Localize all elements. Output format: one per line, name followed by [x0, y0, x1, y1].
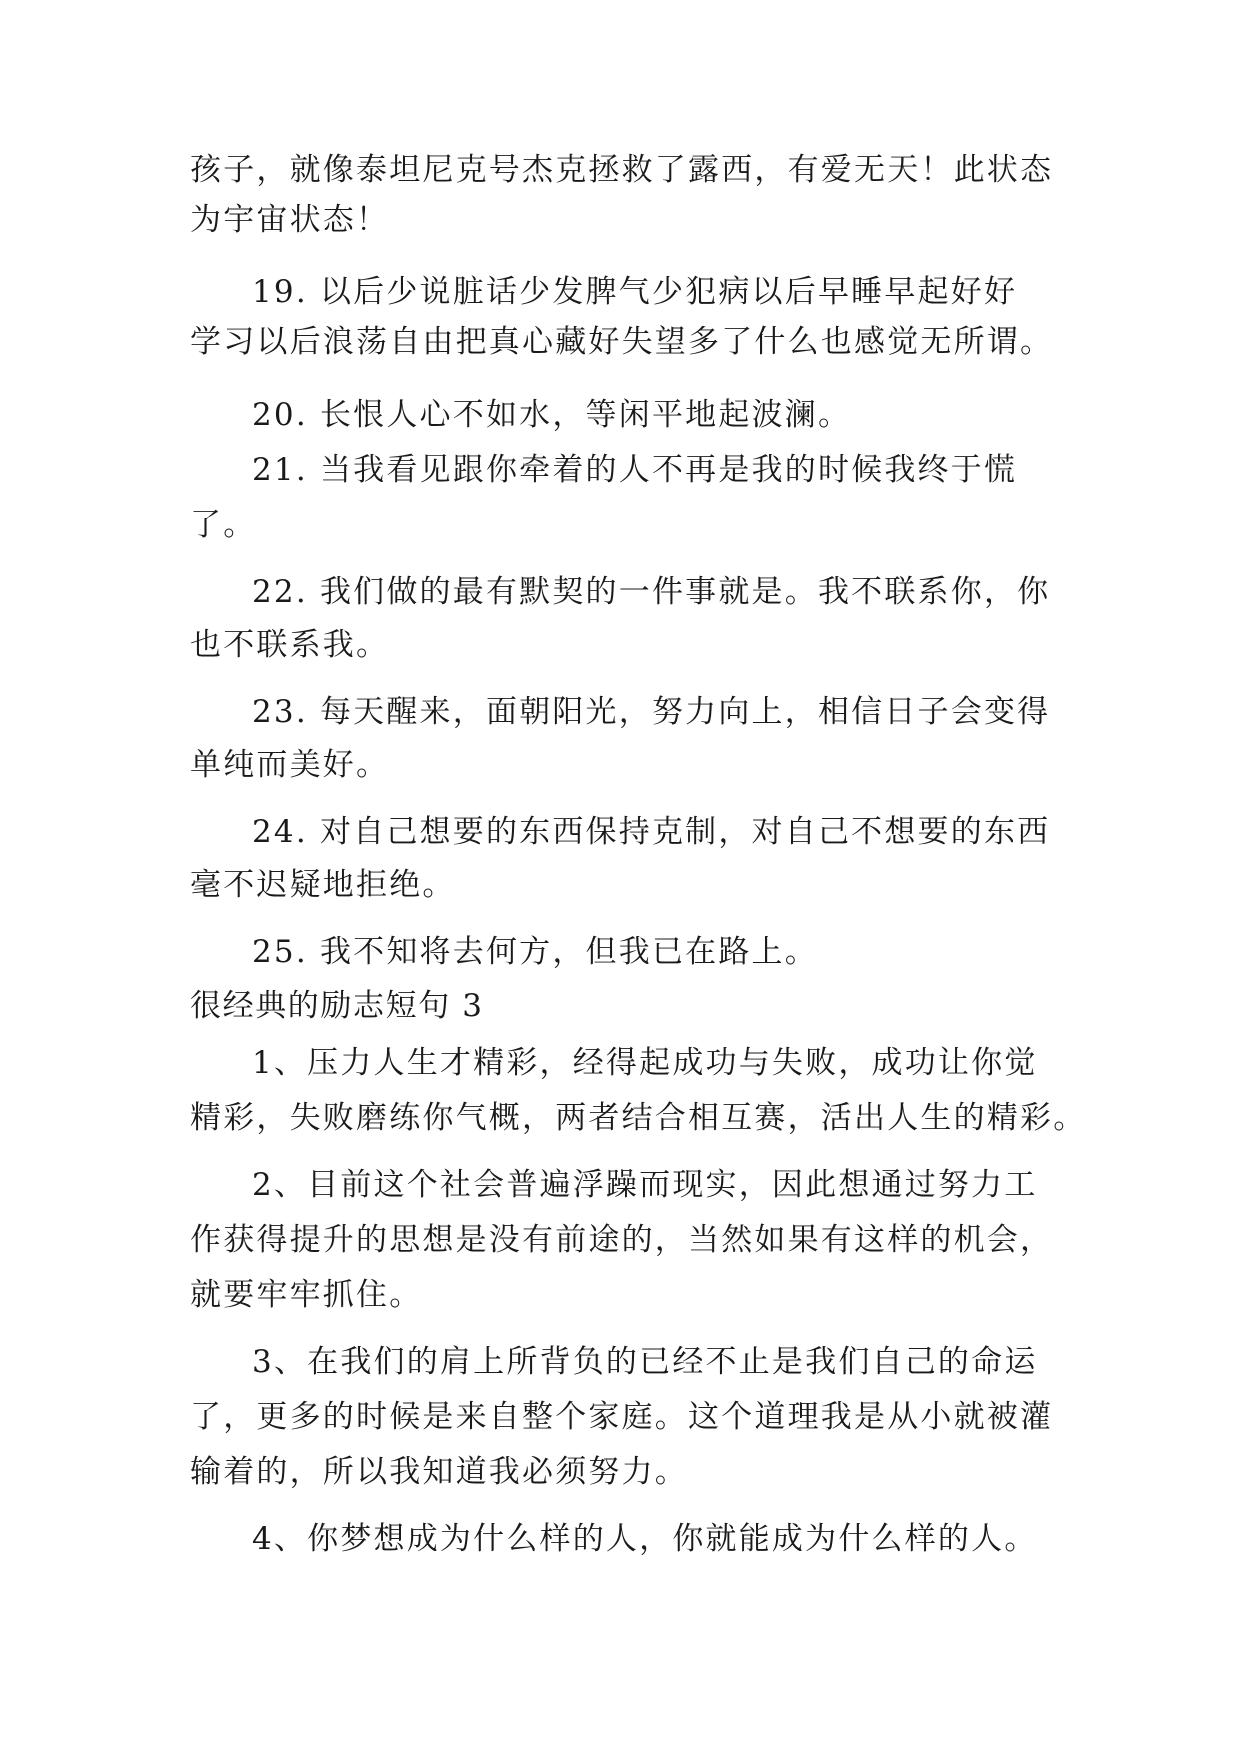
paragraph-line: 了。 — [190, 507, 257, 543]
paragraph-line: 单纯而美好。 — [190, 747, 390, 783]
paragraph-line: 了，更多的时候是来自整个家庭。这个道理我是从小就被灌 — [190, 1399, 1054, 1435]
paragraph-line: 毫不迟疑地拒绝。 — [190, 867, 456, 903]
list-item-4: 4、你梦想成为什么样的人，你就能成为什么样的人。 — [252, 1521, 1038, 1557]
paragraph-line: 学习以后浪荡自由把真心藏好失望多了什么也感觉无所谓。 — [190, 324, 1054, 360]
paragraph-line: 作获得提升的思想是没有前途的，当然如果有这样的机会， — [190, 1222, 1054, 1258]
list-item-19: 19. 以后少说脏话少发脾气少犯病以后早睡早起好好 — [252, 274, 1018, 310]
list-item-23: 23. 每天醒来，面朝阳光，努力向上，相信日子会变得 — [252, 694, 1051, 730]
list-item-21: 21. 当我看见跟你牵着的人不再是我的时候我终于慌 — [252, 452, 1018, 488]
paragraph-line: 输着的，所以我知道我必须努力。 — [190, 1454, 688, 1490]
list-item-3: 3、在我们的肩上所背负的已经不止是我们自己的命运 — [252, 1344, 1038, 1380]
paragraph-line: 精彩，失败磨练你气概，两者结合相互赛，活出人生的精彩。 — [190, 1100, 1087, 1136]
paragraph-line: 就要牢牢抓住。 — [190, 1277, 423, 1313]
list-item-1: 1、压力人生才精彩，经得起成功与失败，成功让你觉 — [252, 1045, 1038, 1081]
list-item-24: 24. 对自己想要的东西保持克制，对自己不想要的东西 — [252, 814, 1051, 850]
list-item-25: 25. 我不知将去何方，但我已在路上。 — [252, 934, 818, 970]
paragraph-line: 为宇宙状态！ — [190, 202, 390, 238]
paragraph-line: 孩子，就像泰坦尼克号杰克拯救了露西，有爱无天！此状态 — [190, 152, 1054, 188]
section-heading: 很经典的励志短句 3 — [190, 988, 484, 1024]
list-item-20: 20. 长恨人心不如水，等闲平地起波澜。 — [252, 397, 852, 433]
list-item-2: 2、目前这个社会普遍浮躁而现实，因此想通过努力工 — [252, 1167, 1038, 1203]
paragraph-line: 也不联系我。 — [190, 627, 390, 663]
list-item-22: 22. 我们做的最有默契的一件事就是。我不联系你，你 — [252, 574, 1051, 610]
